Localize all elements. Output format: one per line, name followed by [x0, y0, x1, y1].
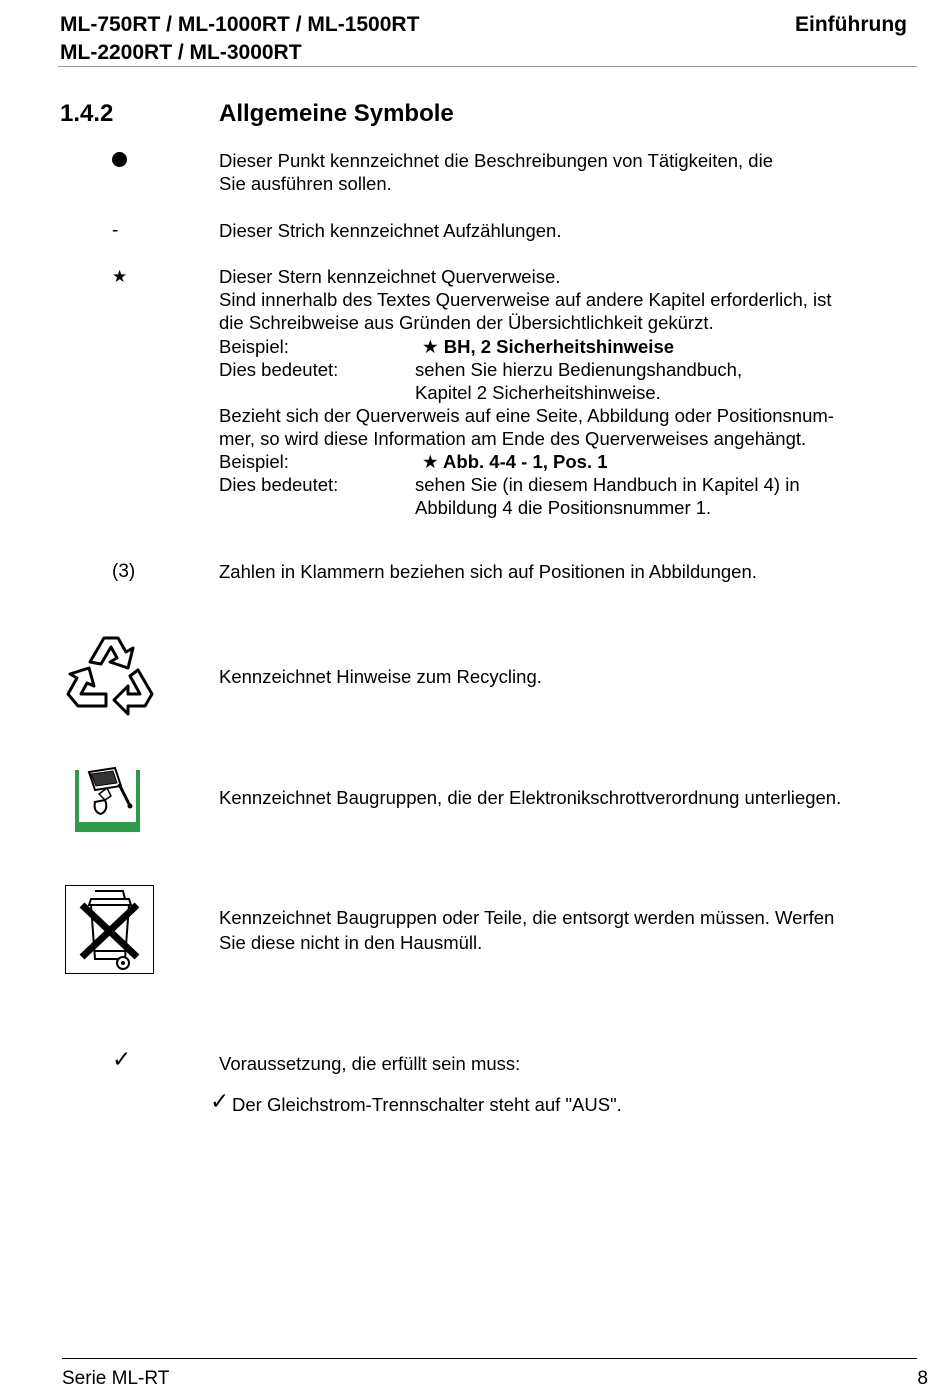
star-line2: Sind innerhalb des Textes Querverweise auf andere Kapitel erforderlich, ist: [219, 289, 832, 310]
meaning1-line2: Kapitel 2 Sicherheitshinweise.: [415, 382, 661, 403]
star-line5: mer, so wird diese Information am Ende des Querverweises angehängt.: [219, 428, 807, 449]
disposal-line2: Sie diese nicht in den Hausmüll.: [219, 932, 483, 953]
precondition-text: Voraussetzung, die erfüllt sein muss:: [219, 1053, 521, 1074]
dash-text: Dieser Strich kennzeichnet Aufzählungen.: [219, 220, 562, 241]
electronic-waste-icon: [75, 766, 140, 832]
disposal-line1: Kennzeichnet Baugruppen oder Teile, die entsorgt werden müssen. Werfen: [219, 907, 835, 928]
page-number: 8: [917, 1368, 928, 1389]
footer-rule: [62, 1358, 917, 1359]
header-title-line1: ML-750RT / ML-1000RT / ML-1500RT: [60, 13, 420, 36]
dash-symbol: -: [112, 220, 119, 241]
crossed-wheelie-bin-icon: [65, 885, 154, 974]
electronics-text: Kennzeichnet Baugruppen, die der Elektronikschrottverordnung unterliegen.: [219, 787, 842, 808]
example1-label: Beispiel:: [219, 336, 289, 357]
example1-value: ★ BH, 2 Sicherheitshinweise: [422, 336, 675, 357]
meaning2-label: Dies bedeutet:: [219, 474, 339, 495]
check-example-icon: ✓: [210, 1088, 230, 1114]
header-rule: [58, 66, 917, 67]
filled-circle-icon: [112, 152, 127, 167]
star-line3: die Schreibweise aus Gründen der Übersichtlichkeit gekürzt.: [219, 312, 714, 333]
checkmark-icon: ✓: [112, 1046, 132, 1072]
meaning1-line1: sehen Sie hierzu Bedienungshandbuch,: [415, 359, 743, 380]
recycling-icon: [62, 632, 156, 720]
header-title-line2: ML-2200RT / ML-3000RT: [60, 41, 302, 64]
meaning2-line1: sehen Sie (in diesem Handbuch in Kapitel 4) in: [415, 474, 800, 495]
precondition-example: Der Gleichstrom-Trennschalter steht auf "AUS".: [232, 1094, 622, 1115]
section-number: 1.4.2: [60, 100, 114, 127]
example2-value: ★ Abb. 4-4 - 1, Pos. 1: [422, 451, 608, 472]
section-title: Allgemeine Symbole: [219, 100, 454, 127]
number-text: Zahlen in Klammern beziehen sich auf Positionen in Abbildungen.: [219, 561, 757, 582]
star-line4: Bezieht sich der Querverweis auf eine Seite, Abbildung oder Positionsnum-: [219, 405, 834, 426]
meaning1-label: Dies bedeutet:: [219, 359, 339, 380]
star-icon: ★: [112, 267, 128, 286]
recycling-text: Kennzeichnet Hinweise zum Recycling.: [219, 666, 542, 687]
footer-series: Serie ML-RT: [62, 1368, 170, 1389]
header-section: Einführung: [795, 13, 907, 36]
meaning2-line2: Abbildung 4 die Positionsnummer 1.: [415, 497, 712, 518]
example2-label: Beispiel:: [219, 451, 289, 472]
number-symbol: (3): [112, 561, 136, 582]
bullet-line2: Sie ausführen sollen.: [219, 173, 392, 194]
bullet-line1: Dieser Punkt kennzeichnet die Beschreibungen von Tätigkeiten, die: [219, 150, 773, 171]
star-line1: Dieser Stern kennzeichnet Querverweise.: [219, 266, 561, 287]
